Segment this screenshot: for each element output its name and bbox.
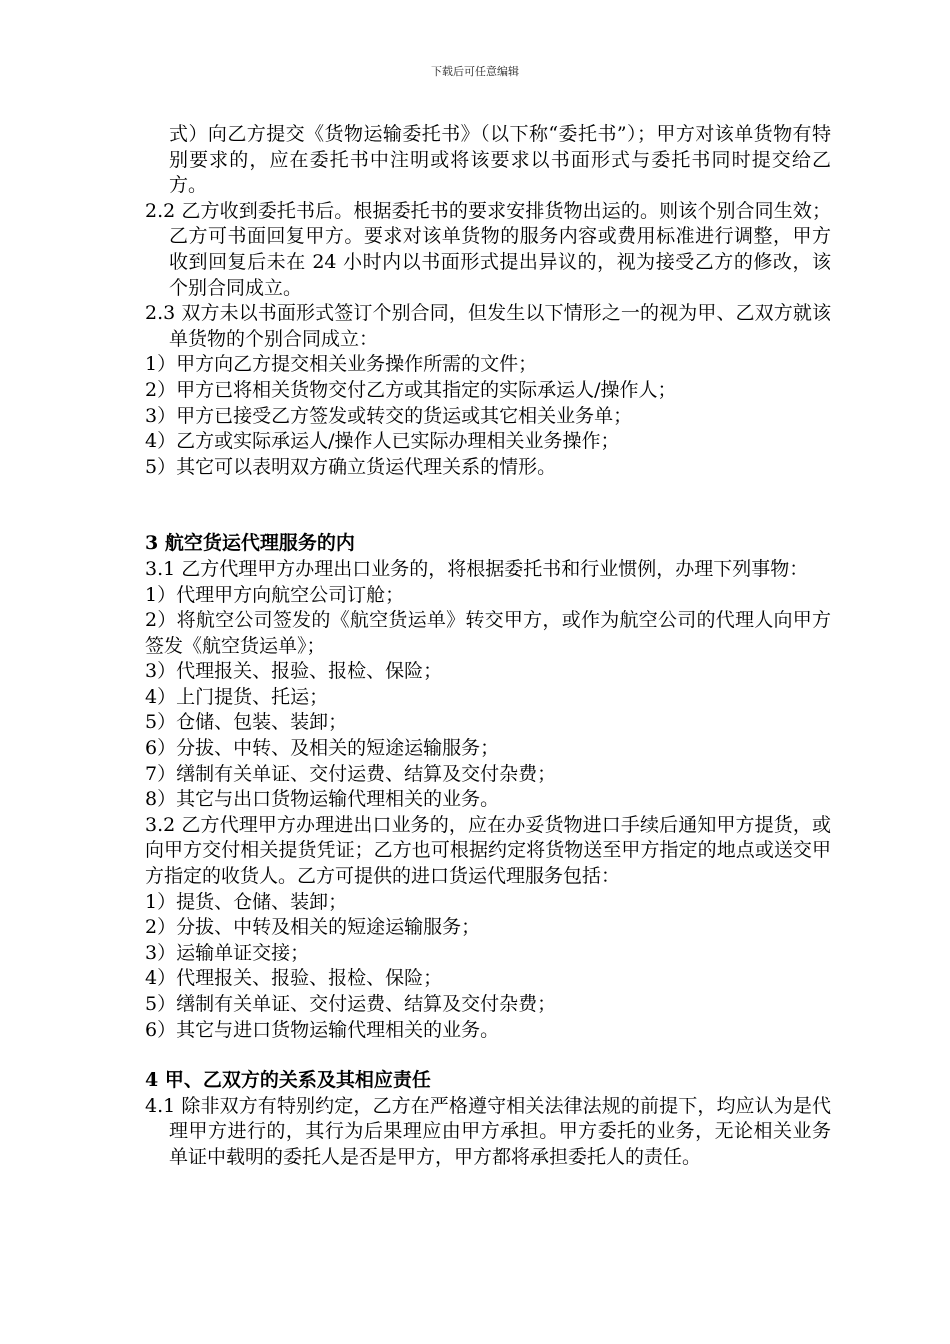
paragraph: 2）分拔、中转及相关的短途运输服务； xyxy=(145,916,481,939)
paragraph: 2）将航空公司签发的《航空货运单》转交甲方，或作为航空公司的代理人向甲方签发《航空货运单》； xyxy=(145,609,831,657)
paragraph: 2.2 乙方收到委托书后。根据委托书的要求安排货物出运的。则该个别合同生效；乙方可书面回复甲方。要求对该单货物的服务内容或费用标准进行调整，甲方收到回复后未在 24 小时内以书面形式提出异议的，视为接受乙方的修改，该个别合同成立。 xyxy=(145,199,831,299)
paragraph-spacer xyxy=(145,1043,831,1068)
paragraph: 3）运输单证交接； xyxy=(145,941,310,964)
section-heading: 3 航空货运代理服务的内 xyxy=(145,532,355,555)
paragraph: 6）分拔、中转、及相关的短途运输服务； xyxy=(145,737,500,760)
document-body xyxy=(145,122,831,1171)
paragraph: 4）代理报关、报验、报检、保险； xyxy=(145,967,443,990)
paragraph: 1）代理甲方向航空公司订舱； xyxy=(145,583,405,606)
paragraph: 5）仓储、包装、装卸； xyxy=(145,711,348,734)
paragraph: 3.2 乙方代理甲方办理进出口业务的，应在办妥货物进口手续后通知甲方提货，或向甲方交付相关提货凭证；乙方也可根据约定将货物送至甲方指定的地点或送交甲方指定的收货人。乙方可提供的进口货运代理服务包括： xyxy=(145,813,831,888)
paragraph-spacer xyxy=(145,480,831,531)
paragraph: 3.1 乙方代理甲方办理出口业务的，将根据委托书和行业惯例，办理下列事物： xyxy=(145,557,809,580)
paragraph: 8）其它与出口货物运输代理相关的业务。 xyxy=(145,788,500,811)
page-header-note: 下载后可任意编辑 xyxy=(431,65,519,78)
paragraph: 1）提货、仓储、装卸； xyxy=(145,890,348,913)
paragraph: 2.3 双方未以书面形式签订个别合同，但发生以下情形之一的视为甲、乙双方就该单货物的个别合同成立： xyxy=(145,302,831,350)
paragraph: 4.1 除非双方有特别约定，乙方在严格遵守相关法律法规的前提下，均应认为是代理甲方进行的，其行为后果理应由甲方承担。甲方委托的业务，无论相关业务单证中载明的委托人是否是甲方，甲方都将承担委托人的责任。 xyxy=(145,1094,831,1168)
paragraph: 5）缮制有关单证、交付运费、结算及交付杂费； xyxy=(145,993,557,1015)
paragraph: 1）甲方向乙方提交相关业务操作所需的文件； xyxy=(145,353,538,376)
paragraph: 4）乙方或实际承运人/操作人已实际办理相关业务操作； xyxy=(145,430,620,453)
paragraph: 7）缮制有关单证、交付运费、结算及交付杂费； xyxy=(145,762,557,785)
paragraph: 4）上门提货、托运； xyxy=(145,685,329,708)
paragraph: 6）其它与进口货物运输代理相关的业务。 xyxy=(145,1018,500,1041)
paragraph: 2）甲方已将相关货物交付乙方或其指定的实际承运人/操作人； xyxy=(145,378,677,401)
paragraph: 式）向乙方提交《货物运输委托书》（以下称“委托书”）；甲方对该单货物有特别要求的，应在委托书中注明或将该要求以书面形式与委托书同时提交给乙方。 xyxy=(169,123,831,197)
paragraph: 3）甲方已接受乙方签发或转交的货运或其它相关业务单； xyxy=(145,404,633,427)
paragraph: 3）代理报关、报验、报检、保险； xyxy=(145,660,443,683)
section-heading: 4 甲、乙双方的关系及其相应责任 xyxy=(145,1069,431,1092)
paragraph: 5）其它可以表明双方确立货运代理关系的情形。 xyxy=(145,455,557,478)
